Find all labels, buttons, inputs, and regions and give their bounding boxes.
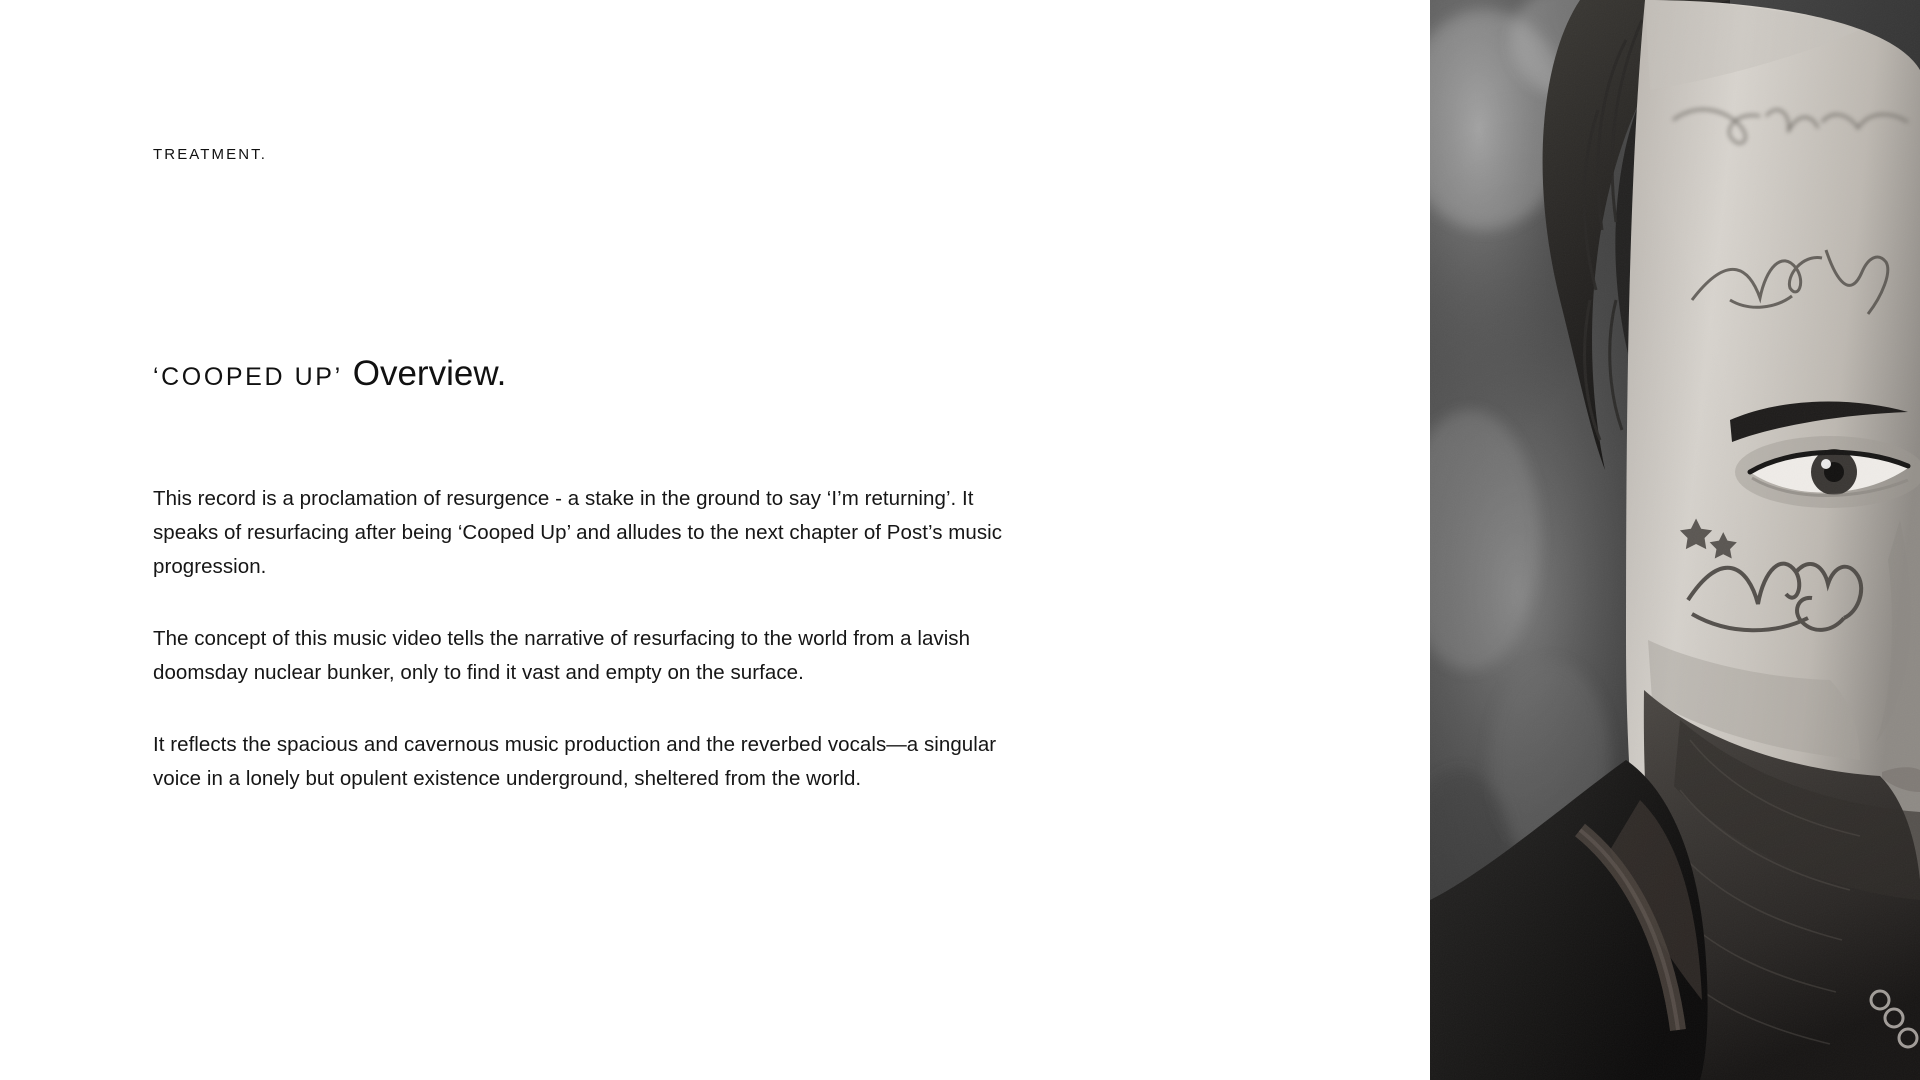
- page-title: [153, 354, 506, 394]
- eyebrow-label: TREATMENT.: [153, 146, 268, 163]
- portrait-photo: [1430, 0, 1920, 1080]
- text-column: [153, 0, 1033, 1080]
- page-title-kicker: ‘COOPED UP’: [153, 363, 343, 391]
- body-copy: [153, 482, 1023, 796]
- page-title-main: Overview.: [352, 354, 507, 393]
- body-paragraph-1: This record is a proclamation of resurgence - a stake in the ground to say ‘I’m returning’. It speaks of resurfacing after being ‘Cooped Up’ and alludes to the next chapter of Post’s music progression.: [153, 487, 1003, 578]
- body-paragraph-2: The concept of this music video tells the narrative of resurfacing to the world from a lavish doomsday nuclear bunker, only to find it vast and empty on the surface.: [153, 627, 971, 684]
- body-paragraph-3: It reflects the spacious and cavernous music production and the reverbed vocals—a singular voice in a lonely but opulent existence underground, sheltered from the world.: [153, 733, 997, 790]
